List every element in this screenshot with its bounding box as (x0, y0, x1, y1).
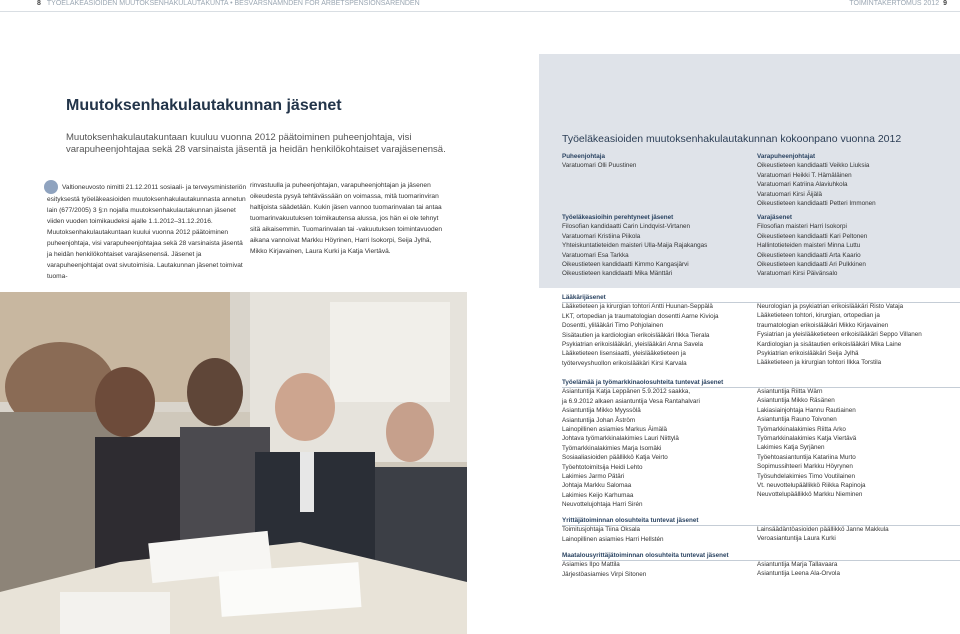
member-list (562, 387, 752, 509)
page-number-right: 9 (943, 0, 947, 7)
member-line: Johtaja Markku Salomaa (562, 482, 632, 490)
member-line: Asiantuntija Leena Ala-Orvola (757, 570, 840, 578)
member-line: Asiantuntija Mikko Räsänen (757, 397, 835, 405)
member-list (562, 302, 752, 368)
deputies-block (757, 213, 957, 279)
header-right (849, 0, 947, 7)
member-line: Lääketieteen ja kirurgian tohtori Antti Huunan-Seppälä (562, 303, 713, 311)
meeting-photo (0, 292, 467, 634)
member-list (757, 222, 957, 278)
member-line: Oikeustieteen kandidaatti Kimmo Kangasjärvi (562, 261, 689, 269)
member-line: Hallintotieteiden maisteri Minna Luttu (757, 242, 861, 250)
member-line: Neurologian ja psykiatrian erikoislääkäri Risto Vataja (757, 303, 904, 310)
member-line: Lainopillinen asiamies Harri Hellstén (562, 535, 664, 543)
section-heading: Varapuheenjohtajat (757, 153, 816, 160)
chair-block (562, 152, 752, 171)
member-line: Varatuomari Olli Puustinen (562, 162, 637, 170)
section-heading: Työelämää ja työmarkkinaolosuhteita tuntevat jäsenet (562, 379, 724, 386)
member-line: Asiantuntija Rauno Toivonen (757, 416, 837, 424)
member-line: Työehtoasiantuntija Katariina Murto (757, 453, 856, 461)
member-line: Varatuomari Kirsi Äijälä (757, 190, 822, 198)
header-divider (0, 11, 960, 12)
member-line: Varatuomari Kirsi Päivänsalo (757, 270, 838, 278)
member-line: Oikeustieteen kandidaatti Petteri Immonen (757, 200, 876, 208)
entrepreneurs-block (562, 516, 752, 544)
member-line: Oikeustieteen kandidaatti Arta Kaario (757, 251, 861, 259)
member-line: Psykiatrian erikoislääkäri Seija Jylhä (757, 350, 859, 358)
member-line: Filosofian kandidaatti Carin Lindqvist-Virtanen (562, 223, 690, 231)
member-line: Lainsäädäntöasioiden päällikkö Janne Makkula (757, 526, 889, 533)
section-heading: Yrittäjätoiminnan olosuhteita tuntevat jäsenet (562, 517, 699, 524)
member-line: Asiantuntija Riitta Wärn (757, 388, 823, 395)
member-line: traumatologian erikoislääkäri Mikko Kirjavainen (757, 321, 889, 329)
running-title-right: TOIMINTAKERTOMUS 2012 (849, 0, 940, 7)
member-line: Lääketieteen ja kirurgian tohtori Ilkka Torstila (757, 359, 882, 367)
member-line: Työehtotoimitsija Heidi Lehto (562, 463, 643, 471)
member-line: Lakimies Keijo Karhumaa (562, 491, 634, 499)
member-list (757, 302, 957, 368)
member-list (562, 525, 752, 544)
labour-block (562, 378, 752, 510)
member-line: Lääketieteen lisensiaatti, yleislääketieteen ja (562, 350, 686, 358)
section-heading: Työeläkeasioihin perehtyneet jäsenet (562, 214, 674, 221)
body-column-2 (250, 180, 448, 257)
member-line: Filosofian maisteri Harri Isokorpi (757, 223, 847, 231)
member-line: työterveyshuollon erikoislääkäri Kirsi Karvala (562, 359, 687, 367)
member-line: Sosiaaliasioiden päällikkö Katja Veirto (562, 454, 668, 462)
running-title-left: TYÖELÄKEASIOIDEN MUUTOKSENHAKULAUTAKUNTA • BESVÄRSNÄMNDEN FÖR ARBETSPENSIONSÄRENDEN (46, 0, 420, 7)
member-line: Lakiasiainjohtaja Hannu Rautiainen (757, 406, 856, 414)
member-list (757, 387, 957, 500)
member-line: Työsuhdelakimies Timo Voutilainen (757, 472, 856, 480)
member-line: Asiantuntija Johan Åström (562, 416, 636, 424)
member-line: Työmarkkinalakimies Riitta Arko (757, 425, 846, 433)
member-line: Yhteiskuntatieteiden maisteri Ulla-Maija Rajakangas (562, 242, 708, 250)
composition-title: Työeläkeasioiden muutoksenhakulautakunnan kokoonpano vuonna 2012 (562, 133, 902, 145)
member-line: Työmarkkinalakimies Katja Viertävä (757, 435, 857, 443)
member-line: Lääketieteen tohtori, kirurgian, ortopedian ja (757, 312, 880, 320)
meeting-illustration (0, 292, 467, 634)
member-line: Varatuomari Katriina Alaviuhkola (757, 181, 848, 189)
entrepreneurs-block-right (757, 525, 957, 544)
member-list (562, 222, 752, 278)
section-heading: Puheenjohtaja (562, 153, 606, 160)
member-line: Varatuomari Kristiina Piikola (562, 232, 641, 240)
member-line: Työmarkkinalakimies Marja Isomäki (562, 444, 662, 452)
member-line: Asiantuntija Mikko Myyssölä (562, 407, 641, 415)
member-line: Toimitusjohtaja Tiina Oksala (562, 526, 641, 534)
member-line: Lakimies Jarmo Pätäri (562, 473, 625, 481)
member-line: Oikeustieteen kandidaatti Ari Pulkkinen (757, 261, 866, 269)
member-line: Fysiatrian ja yleislääketieteen erikoislääkäri Seppo Villanen (757, 331, 922, 339)
member-line: Asiantuntija Marja Tallavaara (757, 561, 838, 568)
member-line: Neuvottelupäällikkö Markku Nieminen (757, 491, 863, 499)
body-paragraph: Valtioneuvosto nimitti 21.12.2011 sosiaali- ja terveysministeriön esityksestä työeläkeasioiden muutoksenhakulautakunnasta annetun lain (677/2005) 3 §:n nojalla muutoksenhakulautakunnan jäsenet viiden vuoden toimikaudeksi ajalle 1.1.2012–31.12.2016. (47, 183, 247, 225)
member-line: Asiamies Ilpo Mattila (562, 561, 620, 569)
vice-chairs-block (757, 152, 957, 208)
member-line: Lakimies Katja Syrjänen (757, 444, 825, 452)
pension-members-block (562, 213, 752, 279)
member-line: Vt. neuvottelupäällikkö Riikka Rapinoja (757, 482, 866, 490)
member-line: Sopimussihteeri Markku Höyrynen (757, 463, 853, 471)
section-heading: Maatalousyrittäjätoiminnan olosuhteita tuntevat jäsenet (562, 552, 729, 559)
body-paragraph: Muutoksenhakulautakuntaan kuului vuonna 2012 päätoiminen puheenjohtaja, visi varapuheenjohtajaa sekä 28 varsinaista jäsentä ja heidän henkilökohtaiset varajäsenensä. Jäsenet ja varapuheenjohtajat ovat sivutoimisia. Lautakunnan jäsenet toimivat tuoma- (47, 229, 243, 280)
member-line: Kardiologian ja sisätautien erikoislääkäri Mika Laine (757, 340, 902, 348)
member-line: Veroasiantuntija Laura Kurki (757, 535, 836, 543)
member-list (757, 161, 957, 208)
header-left (37, 0, 420, 7)
member-line: Varatuomari Heikki T. Hämäläinen (757, 171, 852, 179)
member-line: LKT, ortopedian ja traumatologian dosentti Aarne Kivioja (562, 312, 719, 320)
member-line: Oikeustieteen kandidaatti Veikko Liuksia (757, 162, 870, 170)
physicians-block (562, 293, 752, 368)
section-heading: Lääkärijäsenet (562, 294, 606, 301)
section-heading: Varajäsenet (757, 214, 793, 221)
member-list (562, 161, 752, 170)
member-list (757, 525, 957, 544)
member-line: Psykiatrian erikoislääkäri, yleislääkäri Anna Savela (562, 341, 704, 349)
member-line: Johtava työmarkkinalakimies Lauri Niittylä (562, 435, 679, 443)
physicians-block-right (757, 302, 957, 368)
agriculture-block (562, 551, 752, 579)
member-line: Oikeustieteen kandidaatti Mika Mänttäri (562, 270, 673, 278)
member-line: Lainopillinen asiamies Markus Äimälä (562, 426, 667, 434)
page-title: Muutoksenhakulautakunnan jäsenet (66, 97, 342, 114)
member-line: Asiantuntija Katja Leppänen 5.9.2012 saakka, (562, 388, 691, 396)
member-line: Oikeustieteen kandidaatti Kari Peltonen (757, 232, 868, 240)
member-list (562, 560, 752, 579)
member-line: Järjestöasiamies Virpi Sitonen (562, 570, 647, 578)
agriculture-block-right (757, 560, 957, 579)
member-list (757, 560, 957, 579)
member-line: ja 6.9.2012 alkaen asiantuntija Vesa Rantahalvari (562, 397, 700, 405)
member-line: Neuvottelujohtaja Harri Sirén (562, 501, 643, 509)
member-line: Sisätautien ja kardiologian erikoislääkäri Ilkka Tierala (562, 331, 710, 339)
intro-paragraph: Muutoksenhakulautakuntaan kuuluu vuonna 2012 päätoiminen puheenjohtaja, visi varapuheenjohtajaa sekä 28 varsinaista jäsentä ja heidän henkilökohtaiset varajäsenensä. (66, 132, 446, 155)
member-line: Dosentti, ylilääkäri Timo Pohjolainen (562, 322, 664, 330)
body-column-1 (47, 180, 247, 282)
running-header (0, 0, 960, 10)
page-number-left: 8 (37, 0, 41, 7)
body-paragraph: rinvastuulla ja puheenjohtajan, varapuheenjohtajan ja jäsenen oikeudesta pysyä tehtävässään on voimassa, mitä tuomarinviran haltijoista säädetään. Kukin jäsen vannoo tuomarinvalan tai antaa tuomarinvakuutuksen toimikautensa alussa, jos hän ei ole tehnyt sitä aikaisemmin. Tuomarinvalan tai -vakuutuksen toimintavuoden aikana vannoivat Markku Höyrinen, Harri Isokorpi, Seija Jylhä, Mikko Kirjavainen, Laura Kurki ja Katja Viertävä. (250, 182, 443, 255)
labour-block-right (757, 387, 957, 500)
section-dot-icon (44, 180, 58, 194)
member-line: Varatuomari Esa Tarkka (562, 251, 629, 259)
